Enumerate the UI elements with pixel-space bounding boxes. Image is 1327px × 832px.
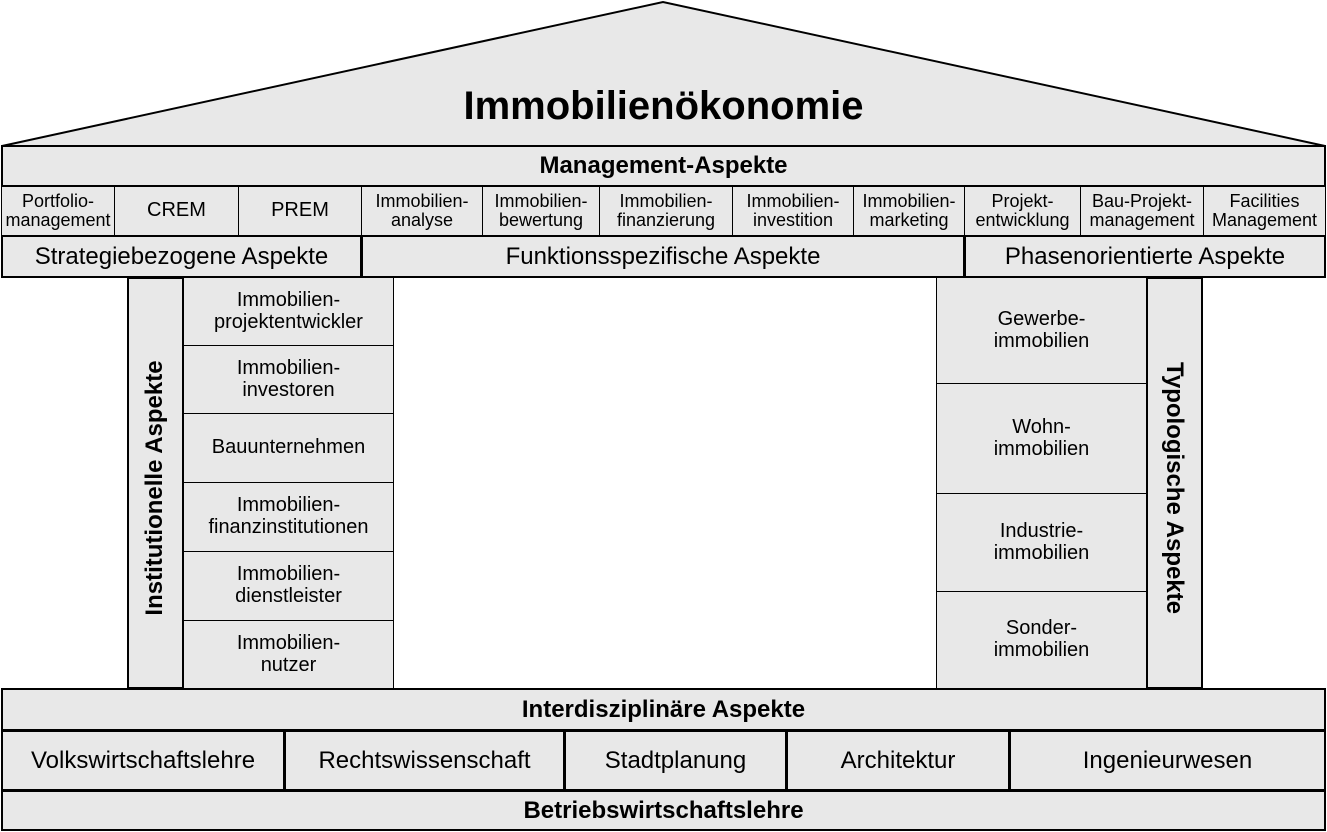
institutional-label: Institutionelle Aspekte	[141, 360, 168, 616]
management-item-prem: PREM	[238, 186, 362, 236]
institutional-item-finanzinstitutionen: Immobilien- finanzinstitutionen	[183, 482, 394, 552]
discipline-ingenieurwesen: Ingenieurwesen	[1009, 730, 1326, 791]
institutional-item-investoren: Immobilien- investoren	[183, 345, 394, 414]
typological-item-wohn: Wohn- immobilien	[936, 383, 1147, 494]
management-item-finanzierung: Immobilien- finanzierung	[599, 186, 733, 236]
management-item-bauprojektmanagement: Bau-Projekt- management	[1080, 186, 1204, 236]
institutional-item-bauunternehmen: Bauunternehmen	[183, 413, 394, 483]
typological-item-sonder: Sonder- immobilien	[936, 591, 1147, 689]
management-item-crem: CREM	[114, 186, 239, 236]
discipline-architektur: Architektur	[786, 730, 1010, 791]
management-item-marketing: Immobilien- marketing	[853, 186, 965, 236]
management-item-investition: Immobilien- investition	[732, 186, 854, 236]
discipline-rechtswissenschaft: Rechtswissenschaft	[284, 730, 565, 791]
institutional-item-projektentwickler: Immobilien- projektentwickler	[183, 277, 394, 346]
management-item-projektentwicklung: Projekt- entwicklung	[964, 186, 1081, 236]
group-phasenorientiert: Phasenorientierte Aspekte	[964, 235, 1326, 278]
institutional-item-nutzer: Immobilien- nutzer	[183, 620, 394, 689]
group-funktionsspezifisch: Funktionsspezifische Aspekte	[361, 235, 965, 278]
typological-item-gewerbe: Gewerbe- immobilien	[936, 277, 1147, 384]
group-strategiebezogen: Strategiebezogene Aspekte	[1, 235, 362, 278]
management-item-portfolio: Portfolio- management	[1, 186, 115, 236]
management-header: Management-Aspekte	[1, 145, 1326, 187]
typological-label: Typologische Aspekte	[1161, 361, 1188, 615]
typological-item-industrie: Industrie- immobilien	[936, 493, 1147, 592]
management-item-bewertung: Immobilien- bewertung	[482, 186, 600, 236]
interdisciplinary-header: Interdisziplinäre Aspekte	[1, 688, 1326, 731]
institutional-item-dienstleister: Immobilien- dienstleister	[183, 551, 394, 621]
discipline-volkswirtschaftslehre: Volkswirtschaftslehre	[1, 730, 285, 791]
management-item-facilities: Facilities Management	[1203, 186, 1326, 236]
diagram-title: Immobilienökonomie	[463, 84, 864, 128]
management-item-analyse: Immobilien- analyse	[361, 186, 483, 236]
foundation-bwl: Betriebswirtschaftslehre	[1, 790, 1326, 831]
discipline-stadtplanung: Stadtplanung	[564, 730, 787, 791]
